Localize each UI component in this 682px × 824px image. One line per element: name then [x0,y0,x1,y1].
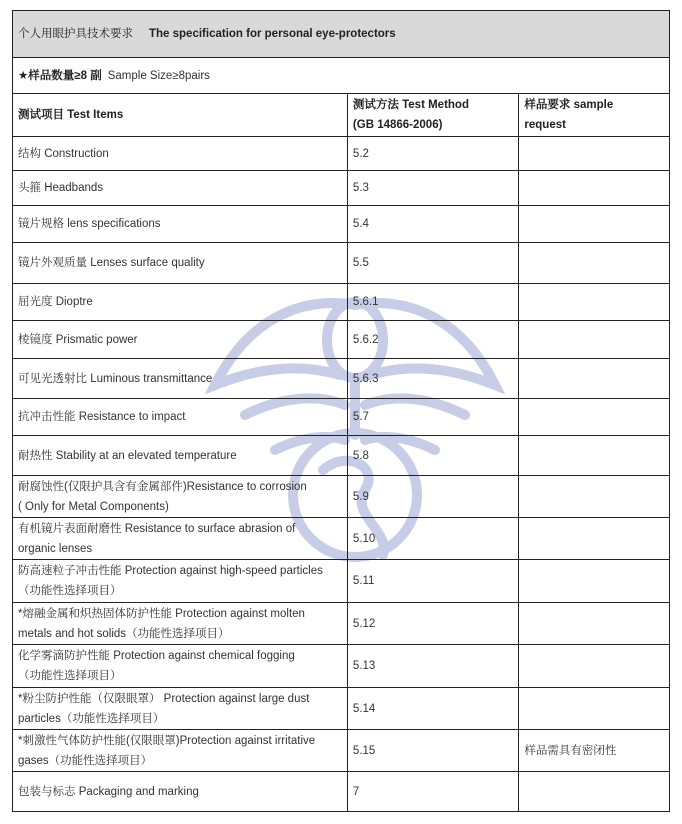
table-row [13,359,670,399]
test-method-clause: 5.9 [347,476,518,518]
test-item-line: 包装与标志 Packaging and marking [18,785,199,798]
test-item-line: 防高速粒子冲击性能 Protection against high-speed particles [18,565,323,577]
sample-size-cell [13,58,670,94]
sample-size-chinese: ★样品数量≥8 副 [18,69,102,82]
table-row [13,772,670,812]
test-item-line: 抗冲击性能 Resistance to impact [18,411,186,423]
header-method-line1: 测试方法 Test Method [352,99,469,111]
header-sample-request [519,94,670,137]
test-item-line: organic lenses [18,542,93,555]
test-item-line: *粉尘防护性能（仅限眼罩） Protection against large dust [18,692,310,705]
table-body [13,137,670,812]
test-item-line: 有机镜片表面耐磨性 Resistance to surface abrasion of [18,522,296,535]
test-item-line: 可见光透射比 Luminous transmittance [18,372,213,385]
test-method-clause: 5.2 [347,137,518,171]
test-item-cell [13,359,348,399]
test-item-cell [13,518,348,560]
sample-request-cell [519,560,670,603]
test-item-line: （功能性选择项目） [18,585,122,597]
table-row [13,688,670,730]
test-method-clause: 5.8 [347,436,518,476]
test-item-line: 镜片外观质量 Lenses surface quality [18,257,205,269]
table-title [13,11,670,58]
test-item-line: 镜片规格 lens specifications [18,218,161,230]
header-request-line1: 样品要求 sample [524,99,614,111]
sample-request-cell [519,476,670,518]
sample-request-cell [519,399,670,436]
sample-request-cell [519,772,670,812]
test-method-clause: 7 [347,772,518,812]
test-item-line: ( Only for Metal Components) [18,500,169,513]
test-item-cell [13,476,348,518]
test-item-cell [13,284,348,321]
test-item-cell [13,436,348,476]
test-item-line: 头箍 Headbands [18,182,104,194]
test-item-line: 屈光度 Dioptre [18,296,93,308]
test-item-cell [13,206,348,243]
table-row [13,137,670,171]
sample-request-cell [519,321,670,359]
test-method-clause: 5.12 [347,603,518,645]
test-item-cell [13,399,348,436]
test-item-cell [13,321,348,359]
test-method-clause: 5.10 [347,518,518,560]
header-test-items: 测试项目 Test Items [13,94,348,137]
test-method-clause: 5.15 [347,730,518,772]
header-test-method [347,94,518,137]
sample-request-cell [519,518,670,560]
table-row [13,436,670,476]
table-row [13,518,670,560]
sample-request-cell [519,243,670,284]
header-method-line2: (GB 14866-2006) [352,119,443,131]
table-row [13,476,670,518]
test-item-cell [13,171,348,206]
sample-request-cell [519,284,670,321]
test-item-line: particles（功能性选择项目） [18,712,165,725]
test-item-cell [13,603,348,645]
test-item-line: （功能性选择项目） [18,670,122,682]
title-row [13,11,670,58]
test-item-cell [13,560,348,603]
test-item-line: 棱镜度 Prismatic power [18,333,138,346]
table-row [13,603,670,645]
specification-table [12,10,670,812]
test-item-line: *刺激性气体防护性能(仅限眼罩)Protection against irritative [18,734,316,747]
test-item-line: 化学雾滴防护性能 Protection against chemical fogging [18,650,295,662]
sample-request-cell [519,603,670,645]
sample-request-cell [519,171,670,206]
test-item-line: *熔融金属和炽热固体防护性能 Protection against molten [18,607,305,620]
sample-size-english: Sample Size≥8pairs [107,69,210,82]
header-row [13,94,670,137]
sample-request-cell [519,688,670,730]
sample-request-cell: 样品需具有密闭性 [519,730,670,772]
table-row [13,284,670,321]
title-chinese: 个人用眼护具技术要求 [18,28,133,40]
title-english: The specification for personal eye-protectors [149,28,396,40]
test-item-cell [13,243,348,284]
test-item-line: 耐腐蚀性(仅限护具含有金属部件)Resistance to corrosion [18,480,307,493]
table-row [13,321,670,359]
table-row [13,730,670,772]
sample-row [13,58,670,94]
sample-request-cell [519,206,670,243]
test-method-clause: 5.6.3 [347,359,518,399]
test-method-clause: 5.6.2 [347,321,518,359]
test-item-cell [13,772,348,812]
table-row [13,171,670,206]
header-request-line2: request [524,119,566,131]
test-item-cell [13,645,348,688]
test-item-line: 耐热性 Stability at an elevated temperature [18,449,237,462]
sample-request-cell [519,137,670,171]
test-item-cell [13,137,348,171]
test-method-clause: 5.3 [347,171,518,206]
table-row [13,645,670,688]
table-row [13,560,670,603]
test-method-clause: 5.11 [347,560,518,603]
sample-request-cell [519,359,670,399]
test-item-line: 结构 Construction [18,147,109,160]
test-item-line: gases（功能性选择项目） [18,754,153,767]
test-item-line: metals and hot solids（功能性选择项目） [18,627,230,640]
table-row [13,206,670,243]
test-method-clause: 5.5 [347,243,518,284]
table-row [13,243,670,284]
test-method-clause: 5.4 [347,206,518,243]
test-method-clause: 5.14 [347,688,518,730]
sample-request-cell [519,436,670,476]
table-row [13,399,670,436]
test-item-cell [13,730,348,772]
test-item-cell [13,688,348,730]
sample-request-cell [519,645,670,688]
test-method-clause: 5.6.1 [347,284,518,321]
test-method-clause: 5.7 [347,399,518,436]
test-method-clause: 5.13 [347,645,518,688]
